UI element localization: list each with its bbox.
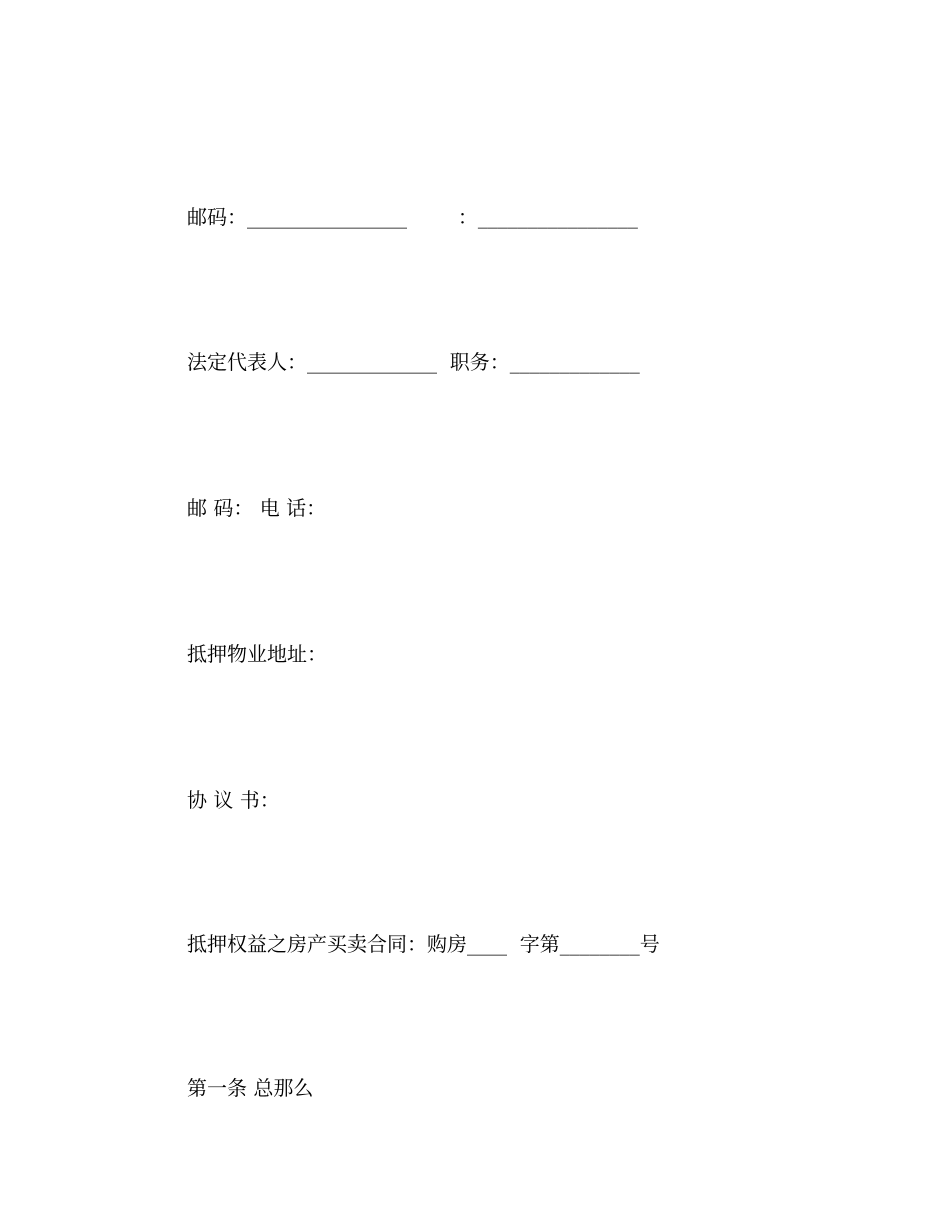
postcode-line: 邮码：________________ ：________________: [187, 205, 638, 229]
legal-representative-line: 法定代表人：_____________ 职务：_____________: [187, 350, 640, 374]
mortgage-property-address-line: 抵押物业地址：: [187, 642, 327, 666]
postcode-phone-line: 邮 码： 电 话：: [187, 496, 327, 520]
article-one-heading: 第一条 总那么: [187, 1076, 314, 1100]
agreement-line: 协 议 书：: [187, 788, 280, 812]
purchase-contract-line: 抵押权益之房产买卖合同：购房____ 字第________号: [187, 932, 660, 956]
